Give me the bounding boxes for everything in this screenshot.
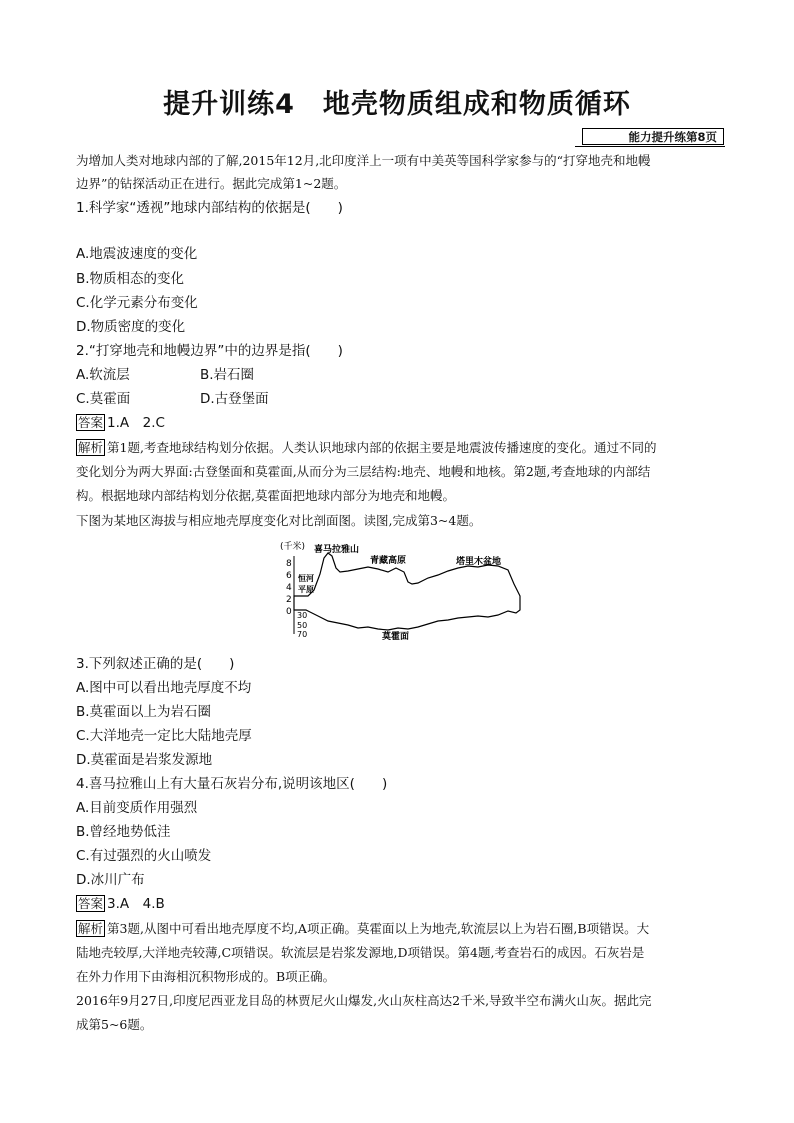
- analysis-2-line-3: 在外力作用下由海相沉积物形成的。B项正确。: [76, 969, 336, 984]
- divider-line: [575, 146, 725, 147]
- analysis-2-line-2: 陆地壳较厚,大洋地壳较薄,C项错误。软流层是岩浆发源地,D项错误。第4题,考查岩石的成因。石灰岩是: [76, 945, 645, 960]
- analysis-1-line-1-row: [76, 439, 656, 457]
- question-3-option-a: A.图中可以看出地壳厚度不均: [76, 680, 252, 696]
- question-2-option-a: A.软流层: [76, 367, 130, 383]
- analysis-1-label: 解析: [78, 440, 104, 455]
- figure-unit-label: (千米): [280, 542, 306, 552]
- label-tibet: 青藏高原: [370, 556, 407, 566]
- question-1-option-b: B.物质相态的变化: [76, 271, 185, 287]
- question-2-option-d: D.古登堡面: [200, 391, 269, 407]
- intro-3-line-2: 成第5~6题。: [76, 1017, 153, 1032]
- analysis-2-line-1-row: [76, 920, 649, 938]
- question-1-option-d: D.物质密度的变化: [76, 319, 186, 335]
- question-4-option-b: B.曾经地势低洼: [76, 824, 171, 840]
- y-tick-6: 6: [286, 571, 292, 581]
- question-3-stem: 3.下列叙述正确的是( ): [76, 656, 235, 672]
- y-tick-4: 4: [286, 583, 292, 593]
- answer-2-row: [76, 895, 165, 913]
- question-1-stem: 1.科学家“透视”地球内部结构的依据是( ): [76, 200, 343, 216]
- question-1-option-a: A.地震波速度的变化: [76, 246, 198, 262]
- question-2-stem: 2.“打穿地壳和地幔边界”中的边界是指( ): [76, 343, 343, 359]
- analysis-1-line-2: 变化划分为两大界面:古登堡面和莫霍面,从而分为三层结构:地壳、地幔和地核。第2题,考查地球的内部结: [76, 464, 651, 479]
- intro-1-line-2: 边界”的钻探活动正在进行。据此完成第1~2题。: [76, 176, 347, 191]
- analysis-1-line-1: 第1题,考查地球结构划分依据。人类认识地球内部的依据主要是地震波传播速度的变化。通过不同的: [107, 440, 657, 455]
- question-3-option-d: D.莫霍面是岩浆发源地: [76, 752, 213, 768]
- label-tarim: 塔里木盆地: [456, 557, 502, 567]
- answer-1-row: [76, 414, 165, 432]
- y-tick-50: 50: [297, 621, 308, 630]
- y-tick-8: 8: [286, 559, 292, 569]
- y-tick-2: 2: [286, 595, 292, 605]
- question-4-option-c: C.有过强烈的火山喷发: [76, 848, 212, 864]
- intro-3-line-1: 2016年9月27日,印度尼西亚龙目岛的林贾尼火山爆发,火山灰柱高达2千米,导致半空布满火山灰。据此完: [76, 993, 652, 1008]
- answer-2-text: 3.A 4.B: [107, 896, 165, 912]
- analysis-1-line-3: 构。根据地球内部结构划分依据,莫霍面把地球内部分为地壳和地幔。: [76, 488, 455, 503]
- crust-profile-figure: [278, 538, 528, 640]
- question-2-option-b: B.岩石圈: [200, 367, 255, 383]
- intro-2: 下图为某地区海拔与相应地壳厚度变化对比剖面图。读图,完成第3~4题。: [76, 513, 482, 528]
- label-moho: 莫霍面: [382, 632, 410, 640]
- question-4-stem: 4.喜马拉雅山上有大量石灰岩分布,说明该地区( ): [76, 776, 388, 792]
- label-himalaya: 喜马拉雅山: [314, 545, 360, 555]
- label-ganges-2: 平原: [298, 585, 314, 594]
- question-4-option-a: A.目前变质作用强烈: [76, 800, 198, 816]
- question-3-option-b: B.莫霍面以上为岩石圈: [76, 704, 212, 720]
- answer-1-text: 1.A 2.C: [107, 415, 165, 431]
- y-tick-30: 30: [297, 611, 308, 620]
- y-tick-70: 70: [297, 630, 308, 639]
- answer-2-label: 答案: [78, 896, 104, 911]
- page-title: 提升训练4 地壳物质组成和物质循环: [163, 89, 631, 120]
- reference-tag: 能力提升练第8页: [582, 128, 724, 145]
- y-tick-0: 0: [286, 607, 292, 617]
- answer-1-label: 答案: [78, 415, 104, 430]
- analysis-2-label: 解析: [78, 921, 104, 936]
- question-1-option-c: C.化学元素分布变化: [76, 295, 198, 311]
- question-4-option-d: D.冰川广布: [76, 872, 145, 888]
- question-3-option-c: C.大洋地壳一定比大陆地壳厚: [76, 728, 252, 744]
- question-2-option-c: C.莫霍面: [76, 391, 131, 407]
- label-ganges-1: 恒河: [298, 574, 314, 583]
- analysis-2-line-1: 第3题,从图中可看出地壳厚度不均,A项正确。莫霍面以上为地壳,软流层以上为岩石圈,B项错误。大: [107, 921, 650, 936]
- intro-1-line-1: 为增加人类对地球内部的了解,2015年12月,北印度洋上一项有中美英等国科学家参与的“打穿地壳和地幔: [76, 153, 651, 168]
